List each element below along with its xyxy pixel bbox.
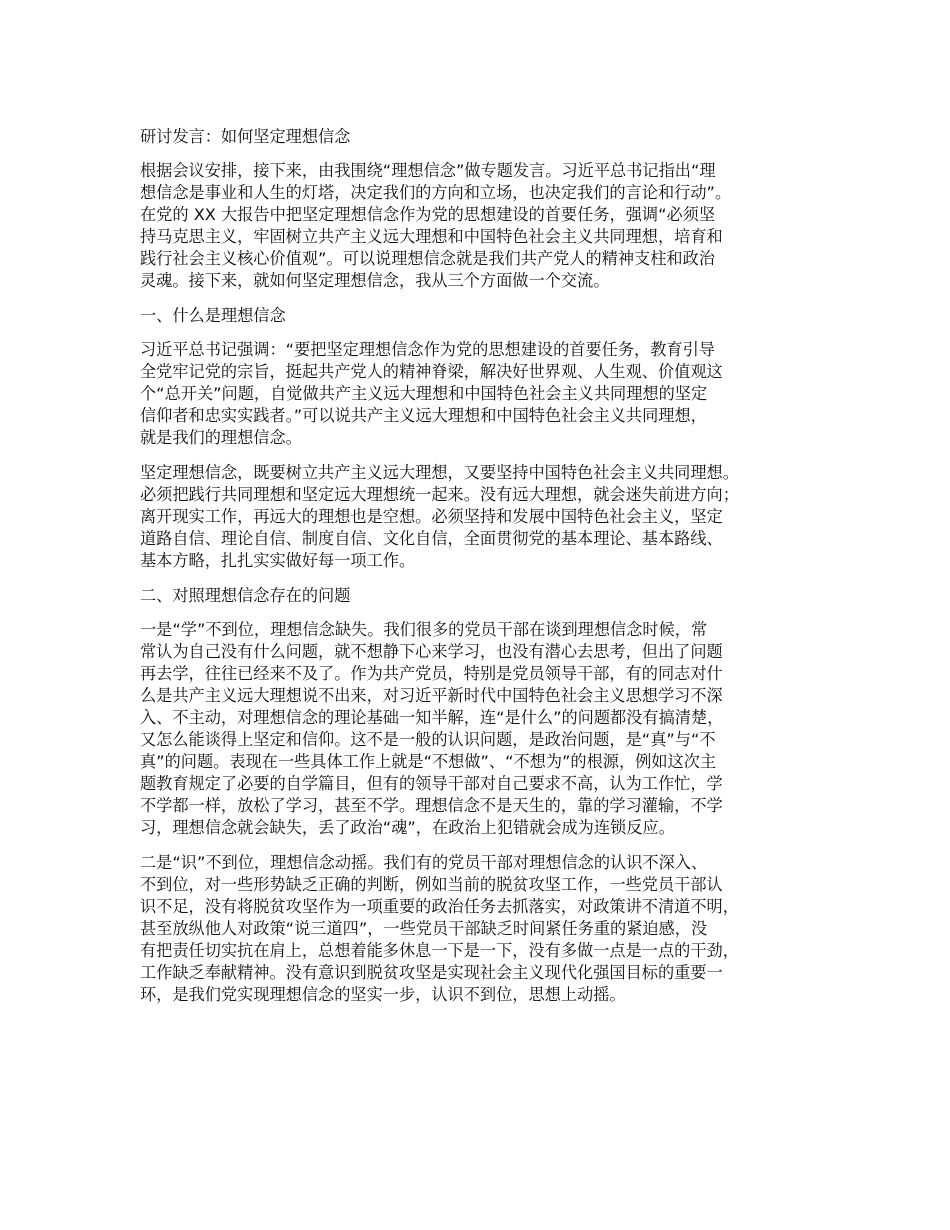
text-line: 灵魂。接下来，就如何坚定理想信念，我从三个方面做一个交流。 bbox=[140, 271, 610, 290]
text-line: 识不足，没有将脱贫攻坚作为一项重要的政治任务去抓落实，对政策讲不清道不明， bbox=[140, 897, 739, 916]
text-line: 坚定理想信念，既要树立共产主义远大理想，又要坚持中国特色社会主义共同理想。 bbox=[140, 463, 739, 482]
text-line: 习，理想信念就会缺失，丢了政治“魂”，在政治上犯错就会成为连锁反应。 bbox=[140, 818, 675, 837]
text-line: 题教育规定了必要的自学篇目，但有的领导干部对自己要求不高，认为工作忙，学 bbox=[140, 774, 723, 793]
text-line: 习近平总书记强调：“要把坚定理想信念作为党的思想建设的首要任务，教育引导 bbox=[140, 340, 715, 359]
text-line: 甚至放纵他人对政策“说三道四”，一些党员干部缺乏时间紧任务重的紧迫感，没 bbox=[140, 919, 708, 938]
text-line: 道路自信、理论自信、制度自信、文化自信，全面贯彻党的基本理论、基本路线、 bbox=[140, 529, 723, 548]
text-line: 必须把践行共同理想和坚定远大理想统一起来。没有远大理想，就会迷失前进方向； bbox=[140, 485, 739, 504]
paragraph-firm-ideals bbox=[140, 462, 830, 572]
text-line: 么是共产主义远大理想说不出来，对习近平新时代中国特色社会主义思想学习不深 bbox=[140, 686, 723, 705]
text-line: 根据会议安排，接下来，由我围绕“理想信念”做专题发言。习近平总书记指出“理 bbox=[140, 161, 716, 180]
text-line: 践行社会主义核心价值观”。可以说理想信念就是我们共产党人的精神支柱和政治 bbox=[140, 249, 715, 268]
text-line: 基本方略，扎扎实实做好每一项工作。 bbox=[140, 551, 416, 570]
text-line: 工作缺乏奉献精神。没有意识到脱贫攻坚是实现社会主义现代化强国目标的重要一 bbox=[140, 963, 723, 982]
text-line: 二是“识”不到位，理想信念动摇。我们有的党员干部对理想信念的认识不深入、 bbox=[140, 853, 708, 872]
text-line: 又怎么能谈得上坚定和信仰。这不是一般的认识问题，是政治问题，是“真”与“不 bbox=[140, 730, 716, 749]
text-line: 离开现实工作，再远大的理想也是空想。必须坚持和发展中国特色社会主义，坚定 bbox=[140, 507, 723, 526]
intro-paragraph bbox=[140, 160, 830, 292]
text-line: 一是“学”不到位，理想信念缺失。我们很多的党员干部在谈到理想信念时候，常 bbox=[140, 620, 708, 639]
text-line: 信仰者和忠实实践者。”可以说共产主义远大理想和中国特色社会主义共同理想， bbox=[140, 406, 707, 425]
section-heading-problems: 二、对照理想信念存在的问题 bbox=[140, 586, 351, 605]
section-heading-what-is: 一、什么是理想信念 bbox=[140, 306, 286, 325]
text-line: 不到位，对一些形势缺乏正确的判断，例如当前的脱贫攻坚工作，一些党员干部认 bbox=[140, 875, 723, 894]
text-line: 有把责任切实抗在肩上，总想着能多休息一下是一下，没有多做一点是一点的干劲， bbox=[140, 941, 739, 960]
text-line: 不学都一样，放松了学习，甚至不学。理想信念不是天生的，靠的学习灌输，不学 bbox=[140, 796, 723, 815]
paragraph-xi-quote bbox=[140, 339, 830, 449]
document-page bbox=[140, 126, 830, 1019]
text-line: 全党牢记党的宗旨，挺起共产党人的精神脊梁，解决好世界观、人生观、价值观这 bbox=[140, 362, 723, 381]
text-line: 入、不主动，对理想信念的理论基础一知半解，连“是什么”的问题都没有搞清楚， bbox=[140, 708, 724, 727]
paragraph-understanding-problem bbox=[140, 852, 830, 1006]
text-line: 持马克思主义，牢固树立共产主义远大理想和中国特色社会主义共同理想，培育和 bbox=[140, 227, 723, 246]
document-title: 研讨发言：如何坚定理想信念 bbox=[140, 127, 351, 146]
text-line: 想信念是事业和人生的灯塔，决定我们的方向和立场，也决定我们的言论和行动”。 bbox=[140, 183, 732, 202]
paragraph-study-problem bbox=[140, 619, 830, 839]
text-line: 常认为自己没有什么问题，就不想静下心来学习，也没有潜心去思考，但出了问题 bbox=[140, 642, 723, 661]
text-line: 就是我们的理想信念。 bbox=[140, 428, 302, 447]
text-line: 真”的问题。表现在一些具体工作上就是“不想做”、“不想为”的根源，例如这次主 bbox=[140, 752, 717, 771]
text-line: 再去学，往往已经来不及了。作为共产党员，特别是党员领导干部，有的同志对什 bbox=[140, 664, 723, 683]
text-line: 环，是我们党实现理想信念的坚实一步，认识不到位，思想上动摇。 bbox=[140, 985, 626, 1004]
text-line: 在党的 XX 大报告中把坚定理想信念作为党的思想建设的首要任务，强调“必须坚 bbox=[140, 205, 716, 224]
text-line: 个“总开关”问题，自觉做共产主义远大理想和中国特色社会主义共同理想的坚定 bbox=[140, 384, 708, 403]
